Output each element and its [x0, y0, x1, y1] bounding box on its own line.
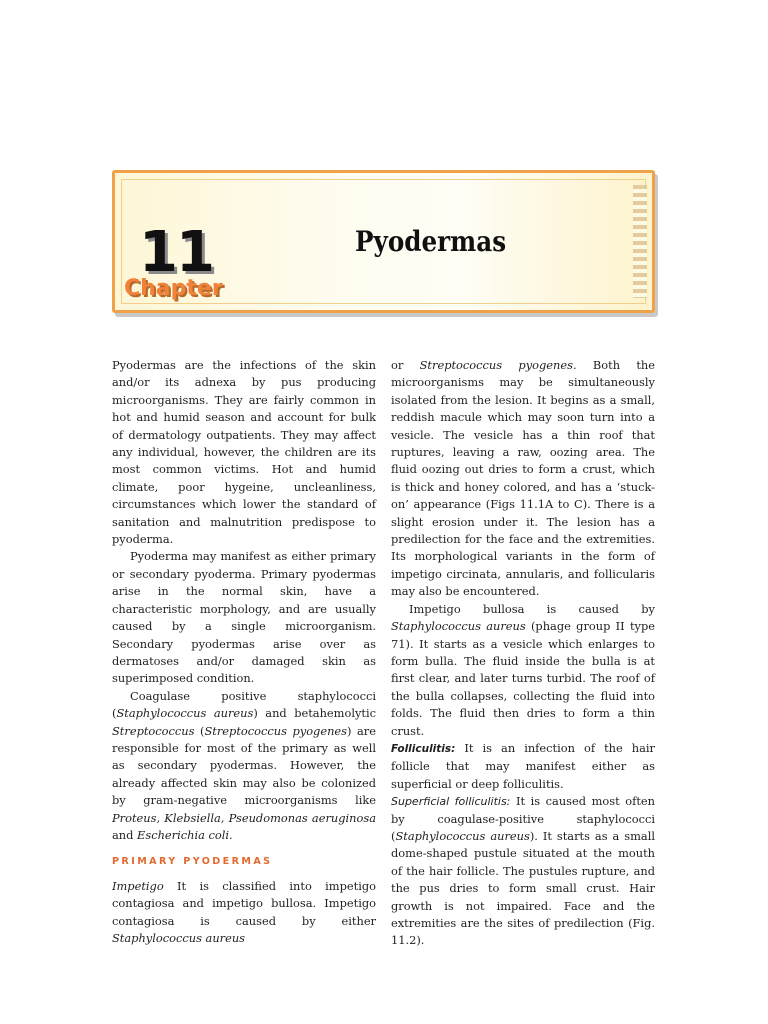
runin-folliculitis: Folliculitis: — [391, 742, 456, 755]
paragraph-impetigo-bullosa — [391, 601, 655, 740]
paragraph-impetigo-contagiosa — [391, 357, 655, 601]
left-column — [112, 357, 376, 947]
right-column — [391, 357, 655, 950]
italic-run: Escherichia coli. — [137, 827, 233, 842]
text-run: ). It starts as a small dome-shaped pustule situated at the mouth of the hair follicle. The pustules rupture, and the pus dries to form small crust. Hair growth is not impaired. Face and the extremities are the sites of predilection (Fig. 11.2). — [391, 828, 655, 948]
text-run: (phage group II type 71). It starts as a vesicle which enlarges to form bulla. The fluid inside the bulla is at first clear, and later turns turbid. The roof of the bulla collapses, collecting the fluid into folds. The fluid then dries to form a thin crust. — [391, 619, 655, 738]
italic-run: Staphylococcus aureus — [391, 619, 526, 634]
text-run: ) and betahemolytic — [253, 706, 377, 721]
paragraph-superficial-folliculitis — [391, 793, 655, 950]
paragraph-impetigo — [112, 878, 376, 948]
chapter-banner — [112, 170, 655, 313]
italic-run: Staphylococcus aureus — [116, 706, 254, 721]
runin-superficial-folliculitis: Superficial folliculitis: — [391, 795, 511, 809]
chapter-title: Pyodermas — [355, 225, 507, 258]
paragraph-folliculitis — [391, 740, 655, 793]
text-run: ) are responsible for most of the primary as well as secondary pyodermas. However, the already affected skin may also be colonized by gram-negative microorganisms like — [112, 723, 376, 808]
text-run: and — [112, 827, 138, 842]
italic-run: Streptococcus — [112, 723, 195, 738]
section-heading-primary-pyodermas: PRIMARY PYODERMAS — [112, 856, 273, 868]
runin-impetigo: Impetigo — [112, 878, 164, 893]
text-run: Both the microorganisms may be simultaneously isolated from the lesion. It begins as a small, reddish macule which may soon turn into a vesicle. The vesicle has a thin roof that ruptures, leaving a raw, oozing area. The fluid oozing out dries to form a crust, which is thick and honey colored, and has a ‘stuck-on’ appearance (Figs 11.1A to C). There is a slight erosion under it. The lesion has a predilection for the face and the extremities. Its morphological variants in the form of impetigo circinata, annularis, and follicularis may also be encountered. — [391, 358, 655, 599]
chapter-label: Chapter — [124, 276, 223, 301]
text-run: Impetigo bullosa is caused by — [409, 601, 655, 616]
paragraph-primary-secondary: Pyoderma may manifest as either primary or secondary pyoderma. Primary pyodermas arise in the normal skin, have a characteristic morphology, and are usually caused by a single microorganism. Secondary pyodermas arise over as dermatoses and/or damaged skin as superimposed condition. — [112, 549, 376, 686]
text-run: It is caused most often by coagulase-positive staphylococci ( — [391, 794, 655, 843]
paragraph-intro: Pyodermas are the infections of the skin and/or its adnexa by pus producing microorganisms. They are fairly common in hot and humid season and account for bulk of dermatology outpatients. They may affect any individual, however, the children are its most common victims. Hot and humid climate, poor hygeine, uncleanliness, circumstances which lower the standard of sanitation and malnutrition predispose to pyoderma. — [112, 358, 376, 547]
paragraph-causative-organisms — [112, 688, 376, 845]
italic-run: Staphylococcus aureus — [112, 931, 246, 945]
text-run: or — [391, 358, 420, 372]
italic-run: Streptococcus pyogenes. — [419, 358, 577, 372]
text-run: ( — [194, 723, 205, 738]
text-run: Coagulase positive staphylococci ( — [112, 688, 376, 721]
banner-stripes-decoration — [633, 185, 647, 298]
italic-run: Staphylococcus aureus — [395, 828, 530, 843]
chapter-number: 11 — [139, 220, 213, 285]
text-run: It is classified into impetigo contagiosa and impetigo bullosa. Impetigo contagiosa is caused by either — [112, 878, 376, 928]
italic-run: Proteus, Klebsiella, Pseudomonas aeruginosa — [112, 810, 376, 825]
italic-run: Streptococcus pyogenes — [204, 723, 348, 738]
text-run: It is an infection of the hair follicle that may manifest either as superficial or deep folliculitis. — [391, 740, 655, 791]
